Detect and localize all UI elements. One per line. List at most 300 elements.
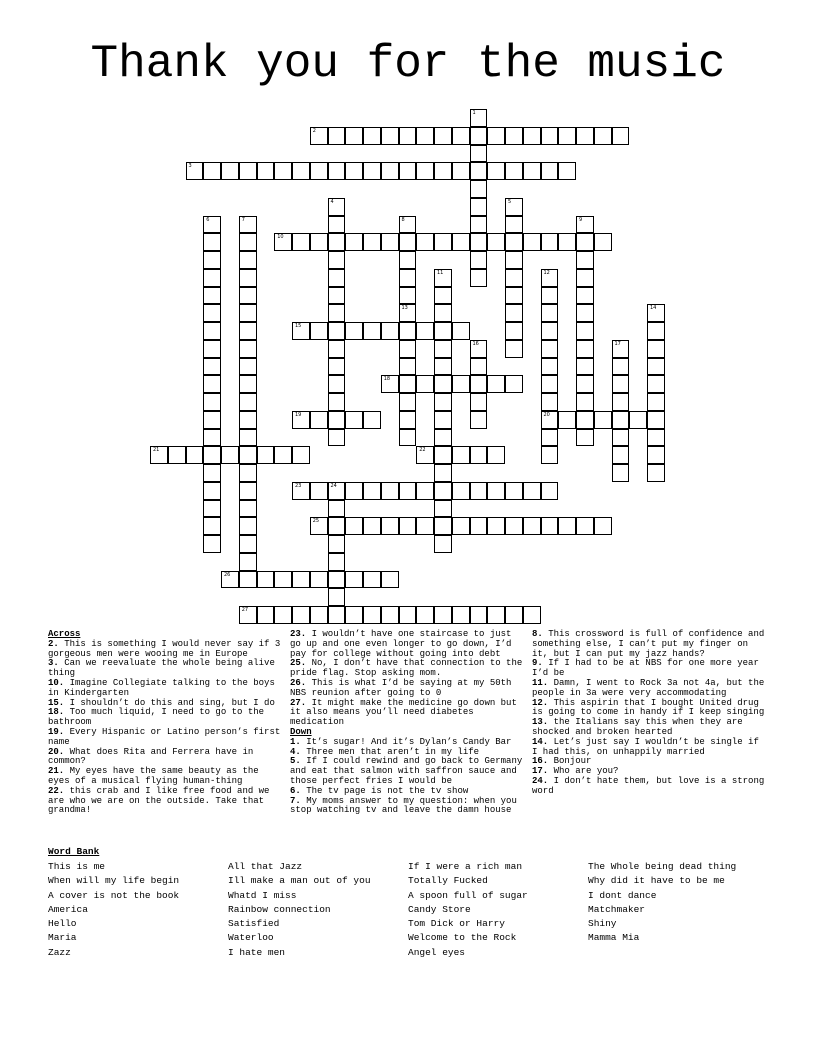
crossword-cell[interactable] xyxy=(221,571,239,589)
crossword-cell[interactable] xyxy=(363,322,381,340)
crossword-cell[interactable] xyxy=(470,180,488,198)
crossword-cell[interactable] xyxy=(203,340,221,358)
crossword-cell[interactable] xyxy=(576,411,594,429)
crossword-cell[interactable] xyxy=(434,500,452,518)
crossword-cell[interactable] xyxy=(203,535,221,553)
crossword-cell[interactable] xyxy=(576,251,594,269)
crossword-cell[interactable] xyxy=(239,322,257,340)
crossword-cell[interactable] xyxy=(345,322,363,340)
crossword-cell[interactable] xyxy=(345,517,363,535)
crossword-cell[interactable] xyxy=(345,162,363,180)
clue-item xyxy=(290,659,524,679)
crossword-cell[interactable] xyxy=(523,606,541,624)
crossword-cell[interactable] xyxy=(363,606,381,624)
crossword-cell[interactable] xyxy=(612,127,630,145)
crossword-cell[interactable] xyxy=(328,216,346,234)
crossword-cell[interactable] xyxy=(541,375,559,393)
crossword-cell[interactable] xyxy=(381,571,399,589)
crossword-cell[interactable] xyxy=(168,446,186,464)
crossword-cell[interactable] xyxy=(470,606,488,624)
crossword-cell[interactable] xyxy=(239,304,257,322)
crossword-cell[interactable] xyxy=(470,446,488,464)
crossword-cell[interactable] xyxy=(576,304,594,322)
crossword-cell[interactable] xyxy=(541,393,559,411)
crossword-cell[interactable] xyxy=(257,571,275,589)
crossword-cell[interactable] xyxy=(363,571,381,589)
crossword-cell[interactable] xyxy=(594,411,612,429)
crossword-cell[interactable] xyxy=(345,606,363,624)
crossword-cell[interactable] xyxy=(612,411,630,429)
crossword-cell[interactable] xyxy=(292,482,310,500)
crossword-cell[interactable] xyxy=(434,269,452,287)
crossword-cell[interactable] xyxy=(239,429,257,447)
crossword-cell[interactable] xyxy=(203,233,221,251)
crossword-cell[interactable] xyxy=(647,358,665,376)
crossword-cell[interactable] xyxy=(239,446,257,464)
crossword-cell[interactable] xyxy=(576,287,594,305)
crossword-cell[interactable] xyxy=(381,322,399,340)
crossword-cell[interactable] xyxy=(274,162,292,180)
crossword-cell[interactable] xyxy=(399,517,417,535)
crossword-cell[interactable] xyxy=(434,375,452,393)
crossword-cell[interactable] xyxy=(328,269,346,287)
crossword-cell[interactable] xyxy=(239,500,257,518)
crossword-cell[interactable] xyxy=(399,162,417,180)
crossword-cell[interactable] xyxy=(523,233,541,251)
crossword-cell[interactable] xyxy=(505,304,523,322)
crossword-cell[interactable] xyxy=(523,482,541,500)
crossword-cell[interactable] xyxy=(452,233,470,251)
crossword-cell[interactable] xyxy=(558,162,576,180)
crossword-cell[interactable] xyxy=(434,446,452,464)
crossword-cell[interactable] xyxy=(363,127,381,145)
crossword-cell[interactable] xyxy=(310,411,328,429)
crossword-cell[interactable] xyxy=(399,233,417,251)
crossword-cell[interactable] xyxy=(203,358,221,376)
crossword-cell[interactable] xyxy=(363,162,381,180)
crossword-cell[interactable] xyxy=(310,322,328,340)
crossword-cell[interactable] xyxy=(203,375,221,393)
crossword-cell[interactable] xyxy=(292,571,310,589)
crossword-cell[interactable] xyxy=(558,127,576,145)
crossword-cell[interactable] xyxy=(399,127,417,145)
crossword-cell[interactable] xyxy=(399,411,417,429)
crossword-cell[interactable] xyxy=(239,411,257,429)
crossword-cell[interactable] xyxy=(452,127,470,145)
crossword-cell[interactable] xyxy=(470,393,488,411)
crossword-cell[interactable] xyxy=(399,429,417,447)
crossword-cell[interactable] xyxy=(541,482,559,500)
crossword-cell[interactable] xyxy=(239,340,257,358)
crossword-cell[interactable] xyxy=(647,340,665,358)
crossword-cell[interactable] xyxy=(541,233,559,251)
crossword-cell[interactable] xyxy=(470,145,488,163)
crossword-cell[interactable] xyxy=(541,304,559,322)
crossword-cell[interactable] xyxy=(541,517,559,535)
crossword-cell[interactable] xyxy=(416,127,434,145)
crossword-cell[interactable] xyxy=(541,429,559,447)
crossword-cell[interactable] xyxy=(328,251,346,269)
crossword-cell[interactable] xyxy=(310,482,328,500)
crossword-cell[interactable] xyxy=(150,446,168,464)
crossword-cell[interactable] xyxy=(505,482,523,500)
crossword-cell[interactable] xyxy=(239,517,257,535)
crossword-cell[interactable] xyxy=(186,446,204,464)
crossword-cell[interactable] xyxy=(416,517,434,535)
crossword-cell[interactable] xyxy=(523,162,541,180)
crossword-cell[interactable] xyxy=(328,517,346,535)
crossword-cell[interactable] xyxy=(541,322,559,340)
crossword-cell[interactable] xyxy=(416,162,434,180)
crossword-cell[interactable] xyxy=(345,482,363,500)
crossword-cell[interactable] xyxy=(203,411,221,429)
crossword-cell[interactable] xyxy=(576,340,594,358)
crossword-cell[interactable] xyxy=(399,287,417,305)
crossword-cell[interactable] xyxy=(203,322,221,340)
crossword-cell[interactable] xyxy=(505,233,523,251)
crossword-cell[interactable] xyxy=(452,482,470,500)
crossword-cell[interactable] xyxy=(416,322,434,340)
crossword-cell[interactable] xyxy=(203,287,221,305)
crossword-cell[interactable] xyxy=(505,269,523,287)
crossword-cell[interactable] xyxy=(292,411,310,429)
crossword-cell[interactable] xyxy=(576,322,594,340)
crossword-cell[interactable] xyxy=(203,269,221,287)
crossword-cell[interactable] xyxy=(310,606,328,624)
crossword-cell[interactable] xyxy=(612,358,630,376)
crossword-cell[interactable] xyxy=(239,251,257,269)
crossword-cell[interactable] xyxy=(381,606,399,624)
crossword-cell[interactable] xyxy=(328,571,346,589)
crossword-cell[interactable] xyxy=(647,304,665,322)
crossword-cell[interactable] xyxy=(239,393,257,411)
crossword-cell[interactable] xyxy=(203,446,221,464)
crossword-cell[interactable] xyxy=(310,517,328,535)
crossword-cell[interactable] xyxy=(399,216,417,234)
crossword-cell[interactable] xyxy=(239,269,257,287)
crossword-cell[interactable] xyxy=(221,446,239,464)
crossword-cell[interactable] xyxy=(541,446,559,464)
crossword-cell[interactable] xyxy=(416,375,434,393)
crossword-cell[interactable] xyxy=(612,375,630,393)
crossword-cell[interactable] xyxy=(221,162,239,180)
crossword-cell[interactable] xyxy=(452,322,470,340)
crossword-cell[interactable] xyxy=(576,429,594,447)
crossword-cell[interactable] xyxy=(328,411,346,429)
clue-number: 4. xyxy=(290,746,301,757)
crossword-cell[interactable] xyxy=(647,446,665,464)
clue-number: 14. xyxy=(532,736,549,747)
crossword-cell[interactable] xyxy=(203,251,221,269)
crossword-cell[interactable] xyxy=(239,287,257,305)
crossword-cell[interactable] xyxy=(239,464,257,482)
crossword-cell[interactable] xyxy=(203,500,221,518)
crossword-cell[interactable] xyxy=(487,127,505,145)
crossword-cell[interactable] xyxy=(328,553,346,571)
crossword-cell[interactable] xyxy=(328,162,346,180)
crossword-cell[interactable] xyxy=(203,162,221,180)
crossword-cell[interactable] xyxy=(381,233,399,251)
crossword-cell[interactable] xyxy=(310,127,328,145)
crossword-cell[interactable] xyxy=(470,411,488,429)
crossword-cell[interactable] xyxy=(381,375,399,393)
crossword-cell[interactable] xyxy=(328,393,346,411)
crossword-cell[interactable] xyxy=(647,464,665,482)
crossword-cell[interactable] xyxy=(416,233,434,251)
crossword-cell[interactable] xyxy=(576,233,594,251)
crossword-cell[interactable] xyxy=(576,517,594,535)
crossword-cell[interactable] xyxy=(523,127,541,145)
crossword-cell[interactable] xyxy=(576,393,594,411)
crossword-cell[interactable] xyxy=(239,216,257,234)
crossword-cell[interactable] xyxy=(434,464,452,482)
crossword-cell[interactable] xyxy=(487,482,505,500)
crossword-cell[interactable] xyxy=(203,304,221,322)
crossword-cell[interactable] xyxy=(612,429,630,447)
crossword-cell[interactable] xyxy=(381,162,399,180)
crossword-cell[interactable] xyxy=(274,446,292,464)
crossword-cell[interactable] xyxy=(239,375,257,393)
crossword-cell[interactable] xyxy=(274,233,292,251)
crossword-cell[interactable] xyxy=(647,393,665,411)
crossword-cell[interactable] xyxy=(239,535,257,553)
crossword-cell[interactable] xyxy=(328,606,346,624)
crossword-cell[interactable] xyxy=(239,553,257,571)
crossword-cell[interactable] xyxy=(203,429,221,447)
crossword-cell[interactable] xyxy=(257,606,275,624)
crossword-cell[interactable] xyxy=(470,375,488,393)
crossword-cell[interactable] xyxy=(328,304,346,322)
crossword-cell[interactable] xyxy=(310,571,328,589)
crossword-cell[interactable] xyxy=(345,411,363,429)
crossword-cell[interactable] xyxy=(647,411,665,429)
crossword-cell[interactable] xyxy=(310,162,328,180)
crossword-cell[interactable] xyxy=(434,162,452,180)
crossword-cell[interactable] xyxy=(470,269,488,287)
crossword-cell[interactable] xyxy=(452,517,470,535)
crossword-cell[interactable] xyxy=(416,482,434,500)
crossword-cell[interactable] xyxy=(505,216,523,234)
crossword-cell[interactable] xyxy=(381,517,399,535)
crossword-cell[interactable] xyxy=(328,287,346,305)
crossword-cell[interactable] xyxy=(328,127,346,145)
crossword-cell[interactable] xyxy=(239,358,257,376)
crossword-cell[interactable] xyxy=(505,517,523,535)
word-bank-item: This is me xyxy=(48,861,106,872)
crossword-cell[interactable] xyxy=(541,358,559,376)
crossword-cell[interactable] xyxy=(239,162,257,180)
crossword-cell[interactable] xyxy=(434,340,452,358)
crossword-cell[interactable] xyxy=(576,127,594,145)
crossword-cell[interactable] xyxy=(328,322,346,340)
crossword-cell[interactable] xyxy=(328,340,346,358)
crossword-cell[interactable] xyxy=(470,233,488,251)
crossword-cell[interactable] xyxy=(434,411,452,429)
crossword-cell[interactable] xyxy=(434,482,452,500)
crossword-cell[interactable] xyxy=(612,340,630,358)
crossword-cell[interactable] xyxy=(434,393,452,411)
crossword-cell[interactable] xyxy=(470,109,488,127)
crossword-cell[interactable] xyxy=(487,375,505,393)
crossword-cell[interactable] xyxy=(470,340,488,358)
crossword-cell[interactable] xyxy=(328,233,346,251)
crossword-cell[interactable] xyxy=(345,127,363,145)
crossword-cell[interactable] xyxy=(399,606,417,624)
crossword-cell[interactable] xyxy=(292,233,310,251)
crossword-cell[interactable] xyxy=(612,446,630,464)
crossword-cell[interactable] xyxy=(434,517,452,535)
crossword-cell[interactable] xyxy=(487,517,505,535)
crossword-cell[interactable] xyxy=(505,127,523,145)
crossword-cell[interactable] xyxy=(487,233,505,251)
crossword-cell[interactable] xyxy=(239,233,257,251)
crossword-cell[interactable] xyxy=(292,446,310,464)
crossword-cell[interactable] xyxy=(203,482,221,500)
crossword-cell[interactable] xyxy=(541,340,559,358)
crossword-cell[interactable] xyxy=(434,322,452,340)
crossword-cell[interactable] xyxy=(576,358,594,376)
crossword-cell[interactable] xyxy=(328,588,346,606)
crossword-cell[interactable] xyxy=(328,358,346,376)
crossword-cell[interactable] xyxy=(470,517,488,535)
crossword-cell[interactable] xyxy=(576,216,594,234)
crossword-cell[interactable] xyxy=(505,251,523,269)
crossword-cell[interactable] xyxy=(363,233,381,251)
crossword-cell[interactable] xyxy=(470,482,488,500)
crossword-cell[interactable] xyxy=(576,375,594,393)
crossword-cell[interactable] xyxy=(452,446,470,464)
crossword-cell[interactable] xyxy=(399,375,417,393)
crossword-cell[interactable] xyxy=(345,571,363,589)
crossword-cell[interactable] xyxy=(629,411,647,429)
crossword-cell[interactable] xyxy=(452,606,470,624)
crossword-cell[interactable] xyxy=(257,446,275,464)
crossword-cell[interactable] xyxy=(594,517,612,535)
crossword-cell[interactable] xyxy=(470,251,488,269)
crossword-cell[interactable] xyxy=(541,269,559,287)
clues-column-3 xyxy=(532,630,766,797)
crossword-cell[interactable] xyxy=(399,322,417,340)
crossword-cell[interactable] xyxy=(416,606,434,624)
crossword-cell[interactable] xyxy=(434,304,452,322)
crossword-cell[interactable] xyxy=(328,482,346,500)
crossword-cell[interactable] xyxy=(470,127,488,145)
crossword-cell[interactable] xyxy=(434,429,452,447)
crossword-cell[interactable] xyxy=(239,606,257,624)
crossword-cell[interactable] xyxy=(274,571,292,589)
crossword-cell[interactable] xyxy=(594,127,612,145)
crossword-cell[interactable] xyxy=(505,322,523,340)
crossword-cell[interactable] xyxy=(310,233,328,251)
crossword-cell[interactable] xyxy=(203,464,221,482)
crossword-cell[interactable] xyxy=(399,269,417,287)
crossword-cell[interactable] xyxy=(558,233,576,251)
crossword-cell[interactable] xyxy=(541,287,559,305)
crossword-cell[interactable] xyxy=(381,127,399,145)
crossword-cell[interactable] xyxy=(328,198,346,216)
crossword-cell[interactable] xyxy=(470,216,488,234)
crossword-cell[interactable] xyxy=(345,233,363,251)
crossword-cell[interactable] xyxy=(647,322,665,340)
crossword-cell[interactable] xyxy=(363,482,381,500)
crossword-cell[interactable] xyxy=(203,517,221,535)
crossword-cell[interactable] xyxy=(470,198,488,216)
crossword-cell[interactable] xyxy=(470,358,488,376)
crossword-cell[interactable] xyxy=(363,411,381,429)
crossword-cell[interactable] xyxy=(612,393,630,411)
crossword-cell[interactable] xyxy=(257,162,275,180)
crossword-cell[interactable] xyxy=(647,375,665,393)
crossword-cell[interactable] xyxy=(505,340,523,358)
cell-number: 4 xyxy=(330,198,334,205)
crossword-cell[interactable] xyxy=(470,162,488,180)
crossword-cell[interactable] xyxy=(594,233,612,251)
crossword-cell[interactable] xyxy=(612,464,630,482)
crossword-cell[interactable] xyxy=(399,358,417,376)
crossword-cell[interactable] xyxy=(416,446,434,464)
crossword-cell[interactable] xyxy=(399,251,417,269)
cell-number: 17 xyxy=(614,340,621,347)
crossword-cell[interactable] xyxy=(523,517,541,535)
crossword-cell[interactable] xyxy=(505,375,523,393)
crossword-cell[interactable] xyxy=(328,429,346,447)
crossword-cell[interactable] xyxy=(399,393,417,411)
crossword-cell[interactable] xyxy=(328,500,346,518)
crossword-cell[interactable] xyxy=(399,304,417,322)
crossword-cell[interactable] xyxy=(487,606,505,624)
crossword-cell[interactable] xyxy=(505,606,523,624)
crossword-cell[interactable] xyxy=(541,127,559,145)
crossword-cell[interactable] xyxy=(399,482,417,500)
crossword-cell[interactable] xyxy=(434,358,452,376)
crossword-cell[interactable] xyxy=(363,517,381,535)
crossword-cell[interactable] xyxy=(505,287,523,305)
crossword-cell[interactable] xyxy=(541,411,559,429)
crossword-cell[interactable] xyxy=(328,375,346,393)
crossword-cell[interactable] xyxy=(292,322,310,340)
crossword-cell[interactable] xyxy=(239,482,257,500)
crossword-cell[interactable] xyxy=(576,269,594,287)
crossword-cell[interactable] xyxy=(434,287,452,305)
crossword-cell[interactable] xyxy=(647,429,665,447)
crossword-cell[interactable] xyxy=(239,571,257,589)
crossword-cell[interactable] xyxy=(558,411,576,429)
crossword-cell[interactable] xyxy=(434,233,452,251)
crossword-cell[interactable] xyxy=(505,198,523,216)
crossword-cell[interactable] xyxy=(434,606,452,624)
crossword-cell[interactable] xyxy=(558,517,576,535)
crossword-cell[interactable] xyxy=(203,393,221,411)
crossword-cell[interactable] xyxy=(452,162,470,180)
clue-item xyxy=(48,708,282,728)
crossword-cell[interactable] xyxy=(292,606,310,624)
crossword-cell[interactable] xyxy=(434,535,452,553)
crossword-cell[interactable] xyxy=(381,482,399,500)
crossword-cell[interactable] xyxy=(274,606,292,624)
crossword-cell[interactable] xyxy=(487,162,505,180)
crossword-cell[interactable] xyxy=(399,340,417,358)
crossword-cell[interactable] xyxy=(487,446,505,464)
crossword-cell[interactable] xyxy=(452,375,470,393)
crossword-cell[interactable] xyxy=(328,535,346,553)
crossword-cell[interactable] xyxy=(541,162,559,180)
crossword-cell[interactable] xyxy=(292,162,310,180)
crossword-cell[interactable] xyxy=(505,162,523,180)
crossword-cell[interactable] xyxy=(434,127,452,145)
crossword-cell[interactable] xyxy=(203,216,221,234)
clue-text: No, I don’t have that connection to the pride flag. Stop asking mom. xyxy=(290,658,523,679)
crossword-cell[interactable] xyxy=(186,162,204,180)
